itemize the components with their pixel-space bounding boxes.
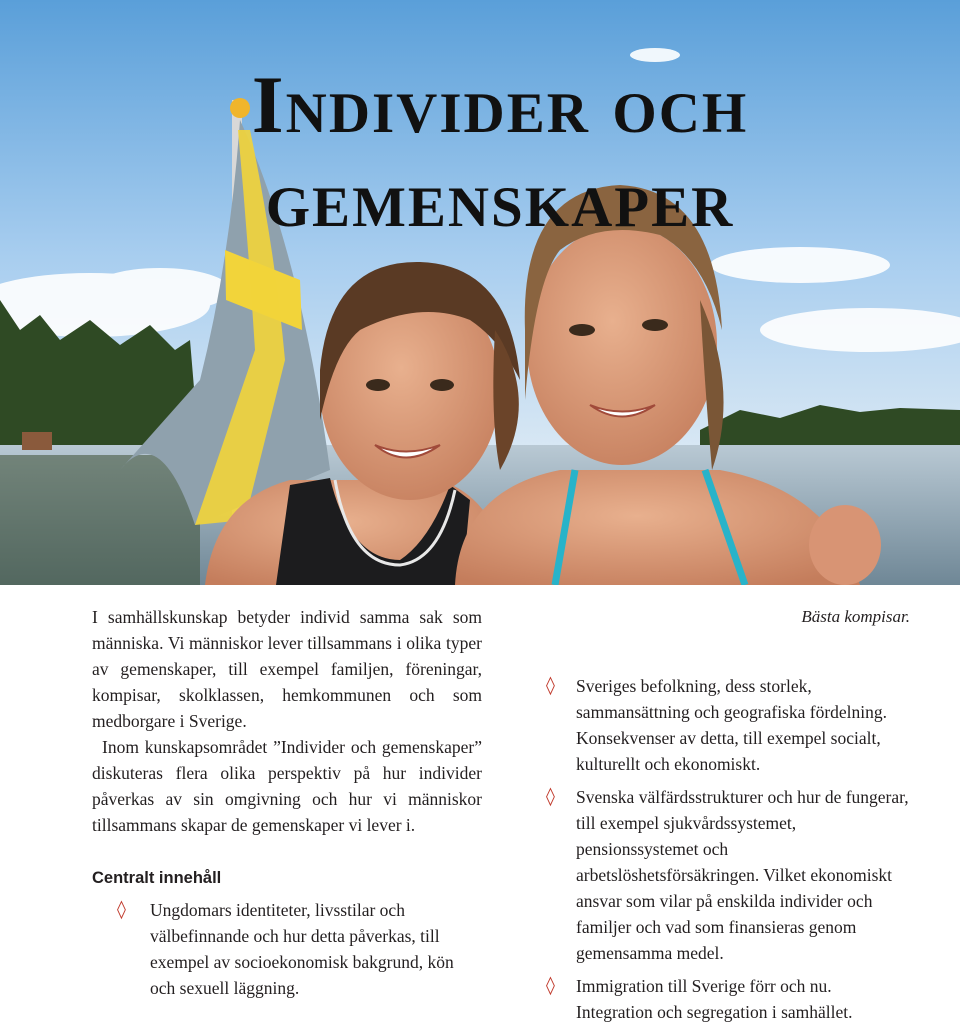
list-item — [546, 673, 910, 777]
diamond-bullet-icon: ◊ — [117, 899, 126, 920]
intro-paragraph-1: I samhällskunskap betyder individ samma sak som människa. Vi människor lever tillsammans i olika typer av gemenskaper, till exempel familjen, föreningar, kompisar, skolklassen, hemkommunen och som medborgare i Sverige. — [92, 607, 482, 731]
left-bullet-list — [92, 897, 482, 1001]
title-line-1: Individer och — [251, 59, 749, 150]
list-item-text: Sveriges befolkning, dess storlek, sammansättning och geografiska fördelning. Konsekvenser av detta, till exempel socialt, kulturellt och ekonomiskt. — [576, 676, 888, 774]
list-item — [546, 784, 910, 966]
list-item-text: Svenska välfärdsstrukturer och hur de fungerar, till exempel sjukvårdssystemet, pensionssystemet och arbetslöshetsförsäkringen. Vilket ekonomiskt ansvar som vilar på enskilda individer och familjer och vad som finansieras genom gemensamma medel. — [576, 787, 909, 963]
list-item-text: Ungdomars identiteter, livsstilar och välbefinnande och hur detta påverkas, till exempel av socioekonomisk bakgrund, kön och sexuell läggning. — [150, 900, 454, 998]
list-item-text: Immigration till Sverige förr och nu. Integration och segregation i samhället. — [576, 976, 853, 1022]
diamond-bullet-icon: ◊ — [546, 786, 555, 807]
house — [22, 432, 52, 450]
left-text-column — [92, 604, 482, 1001]
list-item — [92, 897, 482, 1001]
page-title — [0, 58, 960, 246]
intro-paragraph-2: Inom kunskapsområdet ”Individer och gemenskaper” diskuteras flera olika perspektiv på hur individer påverkas av sin omgivning och hur vi människor tillsammans skapar de gemenskaper vi lever i. — [92, 737, 482, 835]
list-item — [546, 973, 910, 1025]
right-bullet-list — [546, 673, 910, 1025]
title-line-2: gemenskaper — [265, 153, 735, 244]
photo-caption: Bästa kompisar. — [801, 607, 910, 626]
diamond-bullet-icon: ◊ — [546, 975, 555, 996]
diamond-bullet-icon: ◊ — [546, 675, 555, 696]
section-heading: Centralt innehåll — [92, 869, 222, 887]
right-text-column — [546, 604, 910, 1032]
